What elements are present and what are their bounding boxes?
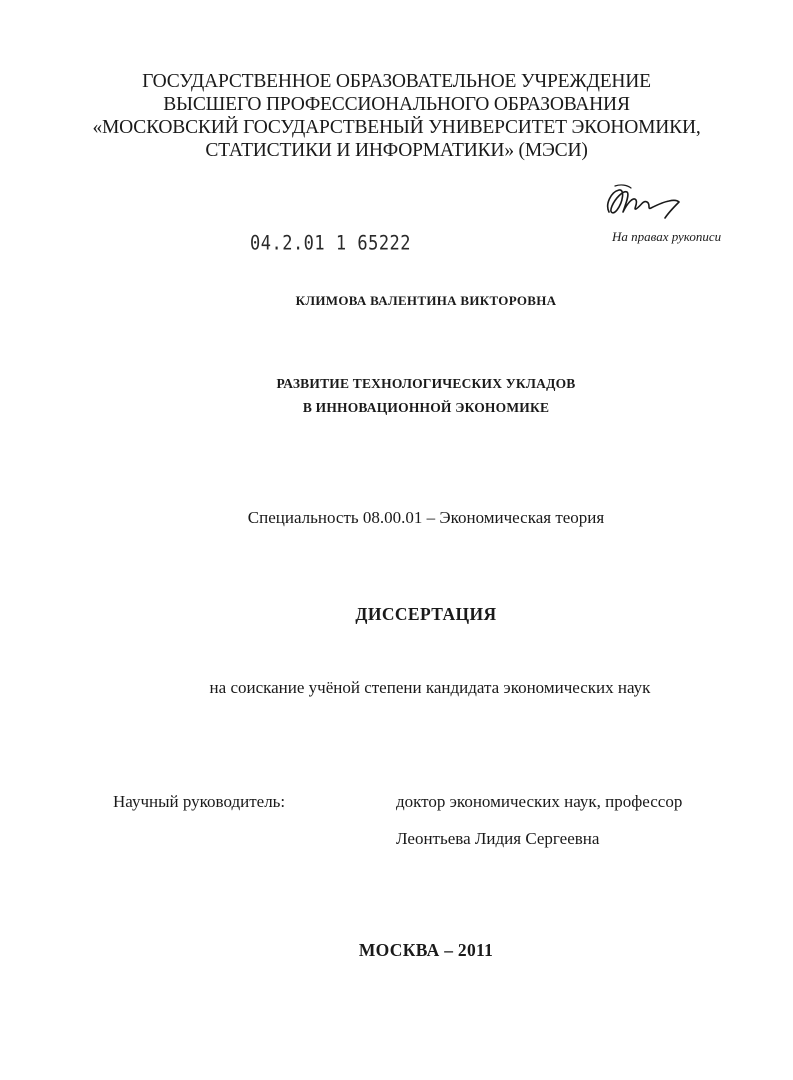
signature-icon	[603, 182, 683, 224]
supervisor-title: доктор экономических наук, профессор	[396, 792, 683, 811]
supervisor-name: Леонтьева Лидия Сергеевна	[396, 829, 600, 848]
title-line: В ИННОВАЦИОННОЙ ЭКОНОМИКЕ	[302, 400, 550, 415]
supervisor-label: Научный руководитель:	[113, 792, 286, 811]
rights-note: На правах рукописи	[612, 229, 722, 244]
catalog-code: 04.2.01 1 65222	[250, 232, 412, 255]
dissertation-title	[0, 372, 793, 420]
title-line: РАЗВИТИЕ ТЕХНОЛОГИЧЕСКИХ УКЛАДОВ	[276, 376, 576, 391]
city-year: МОСКВА – 2011	[358, 940, 494, 960]
specialty: Специальность 08.00.01 – Экономическая теория	[247, 508, 605, 527]
institution-line: ВЫСШЕГО ПРОФЕССИОНАЛЬНОГО ОБРАЗОВАНИЯ	[163, 94, 630, 115]
institution-line: «МОСКОВСКИЙ ГОСУДАРСТВЕНЫЙ УНИВЕРСИТЕТ ЭКОНОМИКИ,	[92, 117, 701, 138]
institution-line: СТАТИСТИКИ И ИНФОРМАТИКИ» (МЭСИ)	[205, 140, 588, 161]
degree-statement: на соискание учёной степени кандидата экономических наук	[209, 678, 651, 697]
document-type: ДИССЕРТАЦИЯ	[355, 604, 497, 624]
author-name: КЛИМОВА ВАЛЕНТИНА ВИКТОРОВНА	[295, 293, 557, 308]
institution-name	[0, 70, 793, 162]
institution-line: ГОСУДАРСТВЕННОЕ ОБРАЗОВАТЕЛЬНОЕ УЧРЕЖДЕНИЕ	[142, 71, 651, 92]
